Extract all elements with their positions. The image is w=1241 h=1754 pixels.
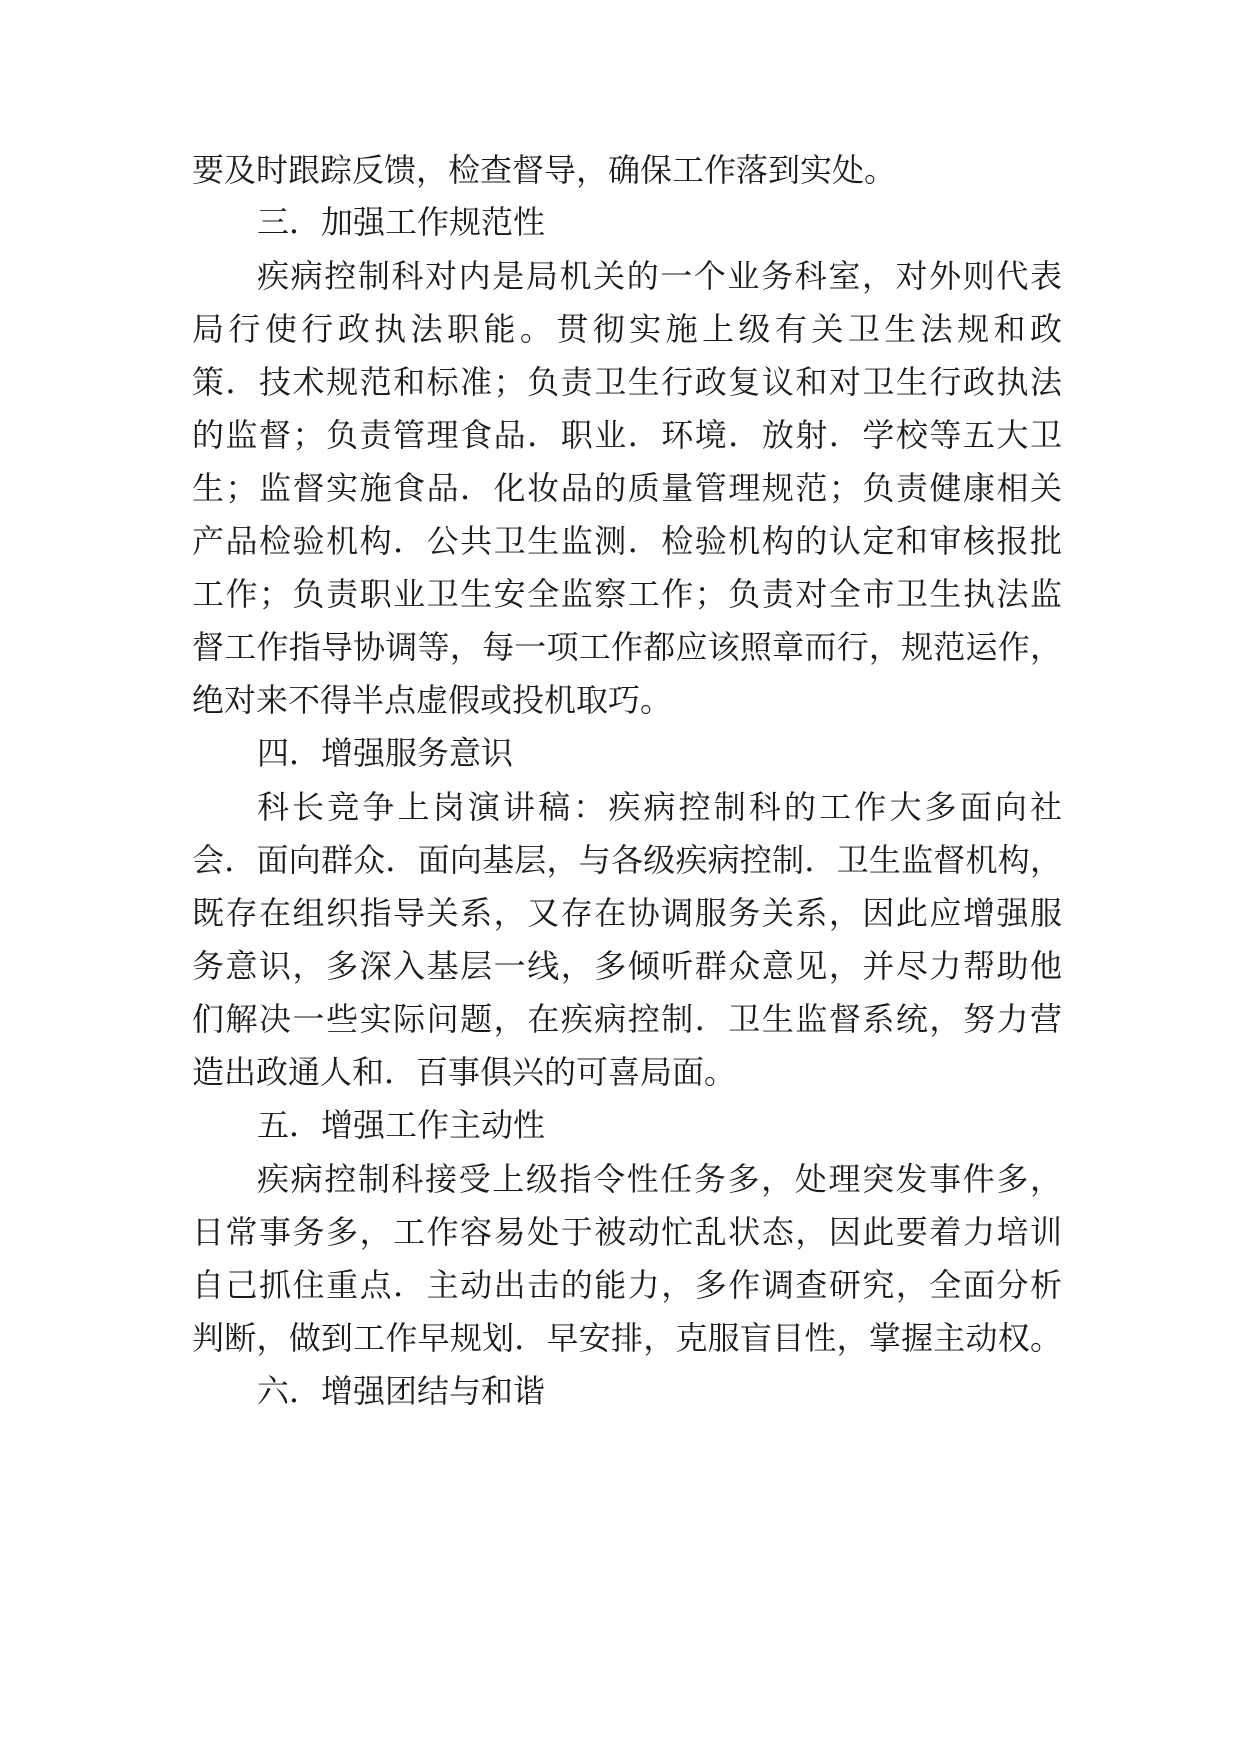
paragraph-line: 判断，做到工作早规划．早安排，克服盲目性，掌握主动权。: [192, 1319, 1062, 1357]
paragraph-line: 务意识，多深入基层一线，多倾听群众意见，并尽力帮助他: [192, 947, 1062, 985]
paragraph-line: 局行使行政执法职能。贯彻实施上级有关卫生法规和政: [192, 310, 1062, 348]
paragraph-line: 日常事务多，工作容易处于被动忙乱状态，因此要着力培训: [192, 1213, 1062, 1251]
section-heading: 六．增强团结与和谐: [257, 1372, 546, 1410]
paragraph-line: 工作；负责职业卫生安全监察工作；负责对全市卫生执法监: [192, 575, 1062, 613]
paragraph-line: 疾病控制科对内是局机关的一个业务科室，对外则代表: [257, 257, 1062, 295]
section-heading: 四．增强服务意识: [257, 734, 514, 772]
paragraph-line: 自己抓住重点．主动出击的能力，多作调查研究，全面分析: [192, 1266, 1062, 1304]
section-heading: 五．增强工作主动性: [257, 1106, 546, 1144]
paragraph-line: 们解决一些实际问题，在疾病控制．卫生监督系统，努力营: [192, 1000, 1062, 1038]
paragraph-line: 造出政通人和．百事俱兴的可喜局面。: [192, 1053, 737, 1091]
paragraph-line: 要及时跟踪反馈，检查督导，确保工作落到实处。: [192, 151, 897, 189]
section-heading: 三．加强工作规范性: [257, 203, 546, 241]
paragraph-line: 督工作指导协调等，每一项工作都应该照章而行，规范运作，: [192, 628, 1062, 666]
paragraph-line: 策．技术规范和标准；负责卫生行政复议和对卫生行政执法: [192, 363, 1062, 401]
paragraph-line: 的监督；负责管理食品．职业．环境．放射．学校等五大卫: [192, 416, 1062, 454]
paragraph-line: 绝对来不得半点虚假或投机取巧。: [192, 681, 673, 719]
paragraph-line: 产品检验机构．公共卫生监测．检验机构的认定和审核报批: [192, 522, 1062, 560]
paragraph-line: 生；监督实施食品．化妆品的质量管理规范；负责健康相关: [192, 469, 1062, 507]
paragraph-line: 科长竞争上岗演讲稿：疾病控制科的工作大多面向社: [257, 788, 1062, 826]
paragraph-line: 会．面向群众．面向基层，与各级疾病控制．卫生监督机构，: [192, 841, 1062, 879]
paragraph-line: 既存在组织指导关系，又存在协调服务关系，因此应增强服: [192, 894, 1062, 932]
paragraph-line: 疾病控制科接受上级指令性任务多，处理突发事件多，: [257, 1160, 1062, 1198]
